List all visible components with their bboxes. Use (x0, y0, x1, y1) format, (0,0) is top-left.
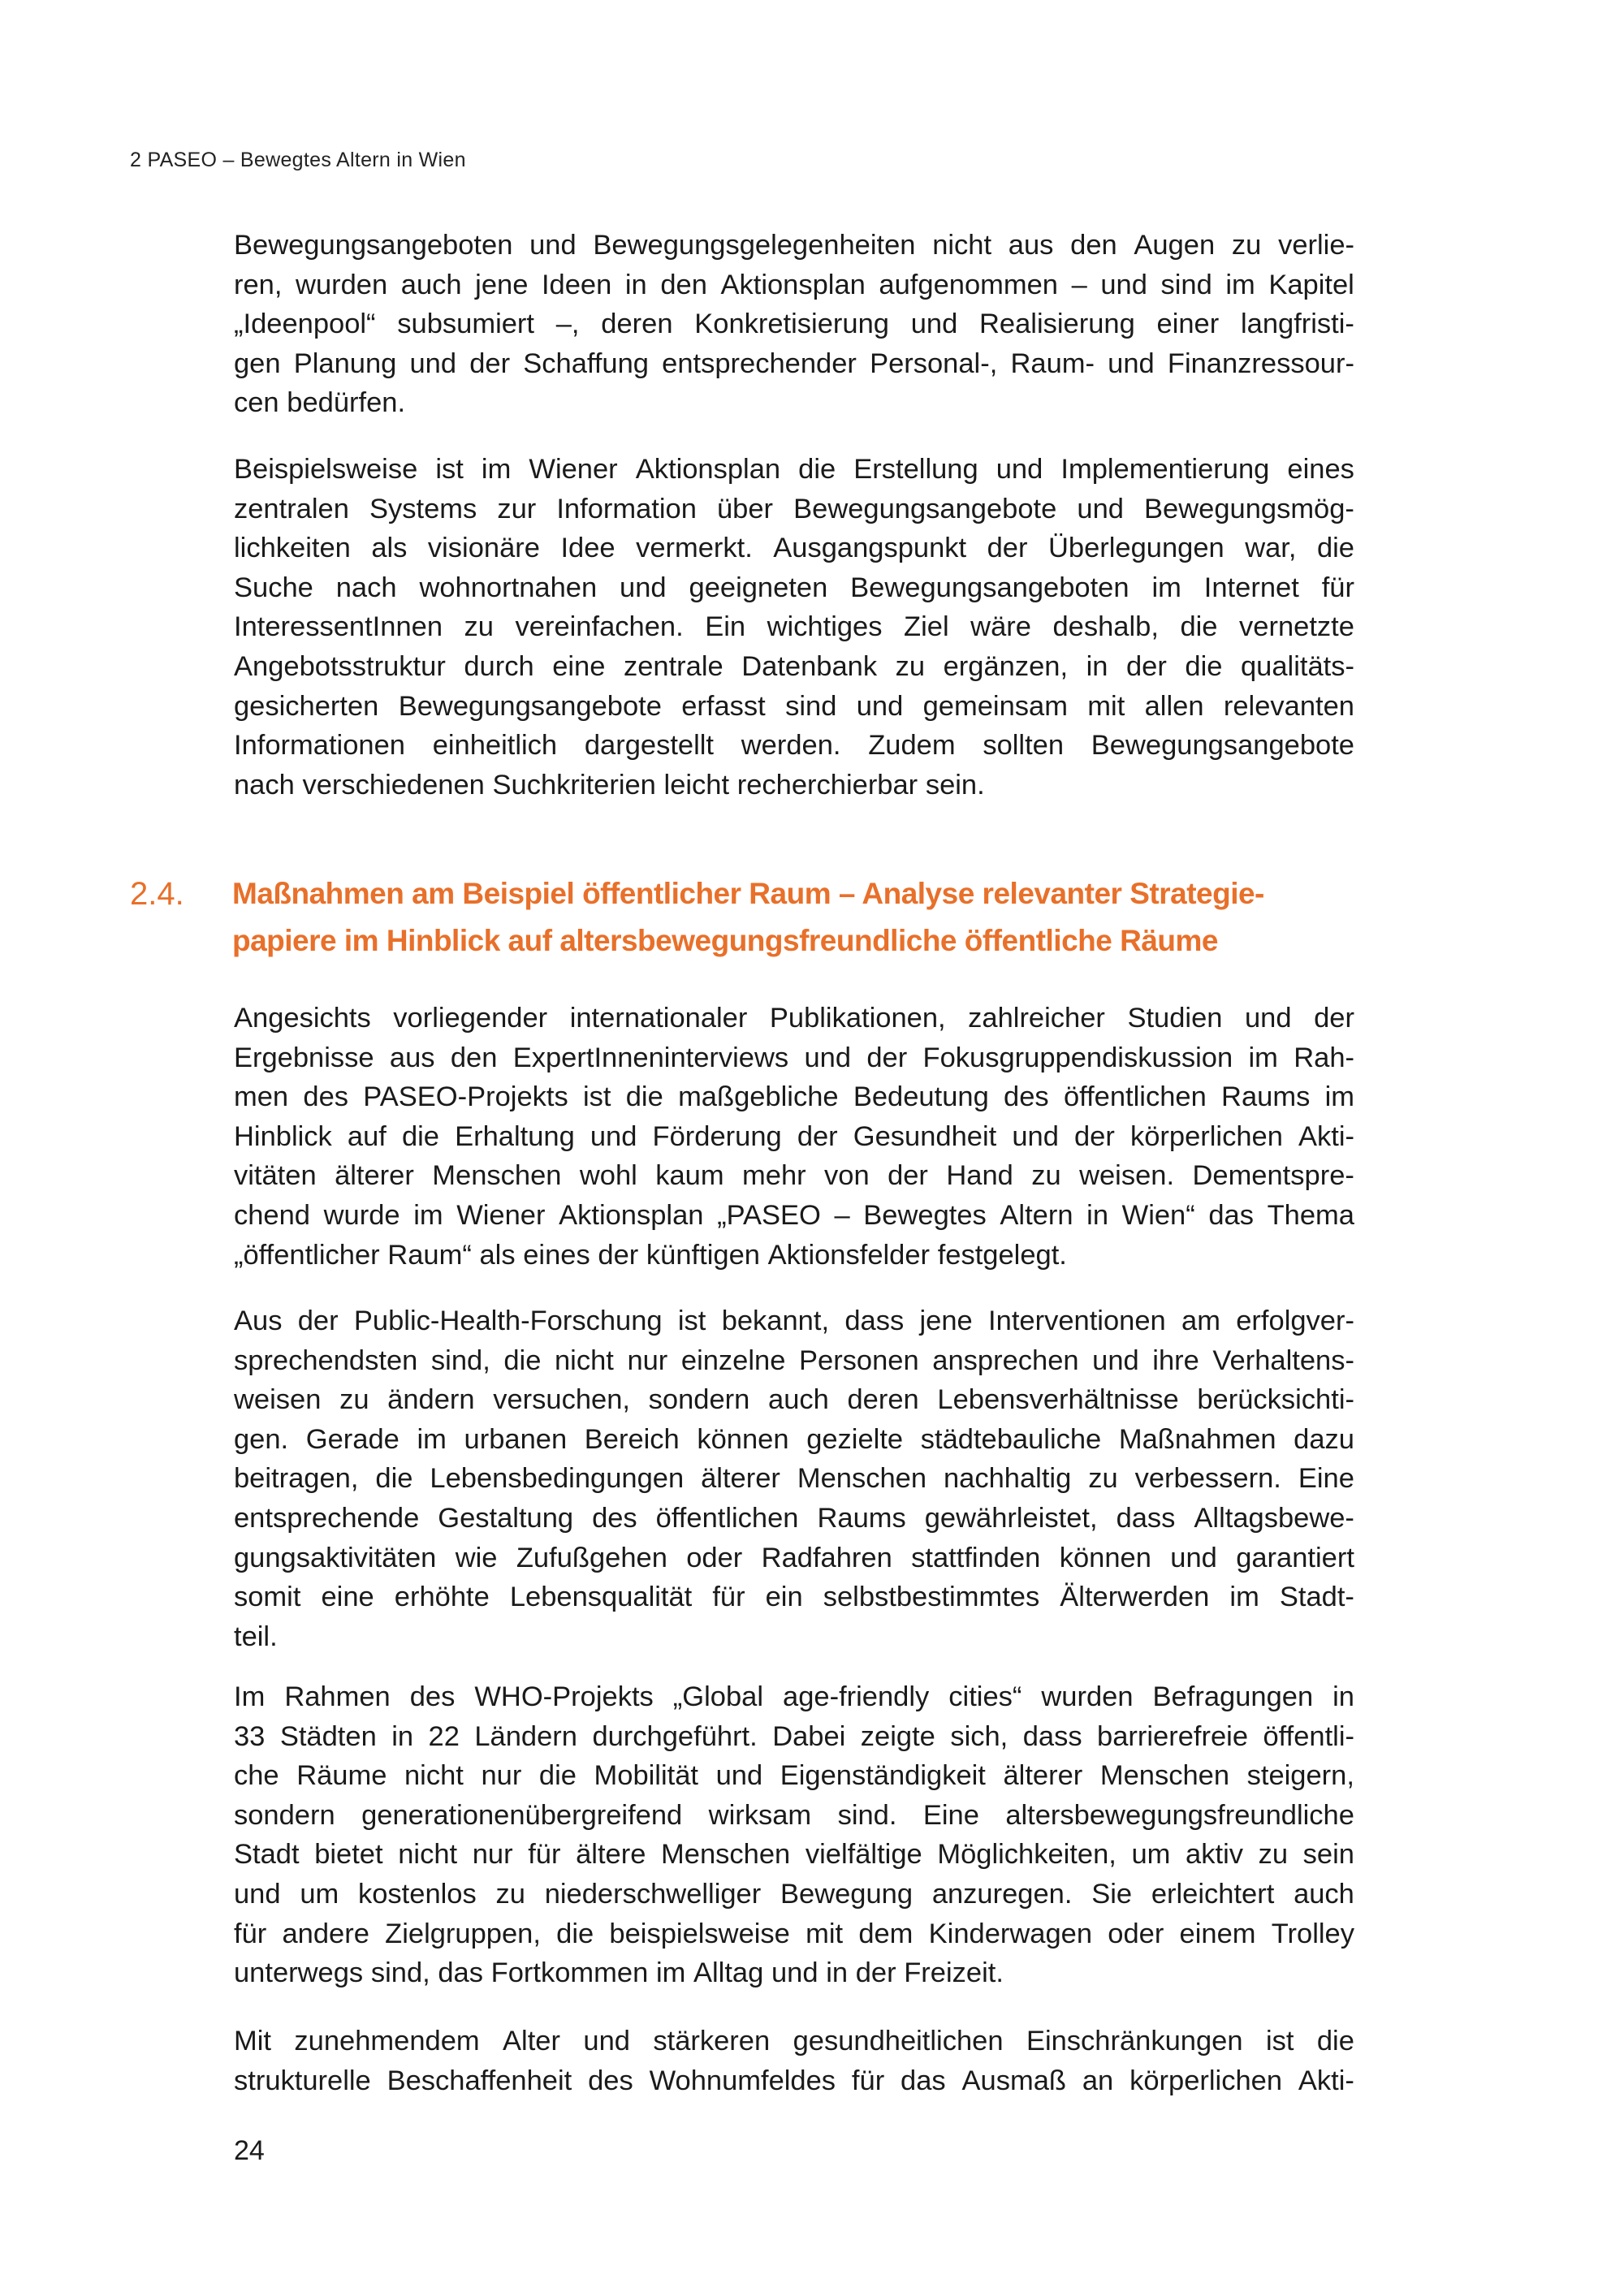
text-line: cen bedürfen. (234, 387, 406, 419)
text-line: zentralen Systems zur Information über Bewegungsangebote und Bewegungsmög- (234, 493, 1354, 524)
text-line: weisen zu ändern versuchen, sondern auch deren Lebensverhältnisse berücksichti- (234, 1384, 1354, 1416)
page-number: 24 (234, 2135, 265, 2166)
paragraph (234, 226, 1354, 423)
text-line: lichkeiten als visionäre Idee vermerkt. Ausgangspunkt der Überlegungen war, die (234, 533, 1354, 564)
text-line: Angesichts vorliegender internationaler Publikationen, zahlreicher Studien und der (234, 1003, 1354, 1034)
section-title-line: Maßnahmen am Beispiel öffentlicher Raum – Analyse relevanter Strategie- (232, 877, 1264, 910)
text-line: Bewegungsangeboten und Bewegungsgelegenheiten nicht aus den Augen zu verlie- (234, 230, 1354, 261)
text-line: InteressentInnen zu vereinfachen. Ein wichtiges Ziel wäre deshalb, die vernetzte (234, 611, 1354, 643)
section-title (232, 870, 1369, 965)
text-line: Aus der Public-Health-Forschung ist bekannt, dass jene Interventionen am erfolgver- (234, 1306, 1354, 1336)
text-line: Im Rahmen des WHO-Projekts „Global age-friendly cities“ wurden Befragungen in (234, 1681, 1354, 1712)
paragraph (234, 999, 1354, 1275)
text-line: Beispielsweise ist im Wiener Aktionsplan die Erstellung und Implementierung eines (234, 454, 1354, 485)
text-line: „Ideenpool“ subsumiert –, deren Konkretisierung und Realisierung einer langfristi- (234, 309, 1354, 340)
text-line: Ergebnisse aus den ExpertInneninterviews und der Fokusgruppendiskussion im Rah- (234, 1042, 1354, 1073)
text-line: gesicherten Bewegungsangebote erfasst sind und gemeinsam mit allen relevanten (234, 690, 1354, 722)
text-line: und um kostenlos zu niederschwelliger Bewegung anzuregen. Sie erleichtert auch (234, 1878, 1354, 1910)
text-line: beitragen, die Lebensbedingungen älterer Menschen nachhaltig zu verbessern. Eine (234, 1463, 1354, 1495)
text-line: somit eine erhöhte Lebensqualität für ein selbstbestimmtes Älterwerden im Stadt- (234, 1582, 1354, 1613)
text-line: ren, wurden auch jene Ideen in den Aktionsplan aufgenommen – und sind im Kapitel (234, 269, 1354, 300)
text-line: Informationen einheitlich dargestellt werden. Zudem sollten Bewegungsangebote (234, 730, 1354, 762)
text-line: sprechendsten sind, die nicht nur einzelne Personen ansprechen und ihre Verhaltens- (234, 1344, 1354, 1376)
text-line: 33 Städten in 22 Ländern durchgeführt. Dabei zeigte sich, dass barrierefreie öffentli- (234, 1720, 1354, 1752)
text-line: sondern generationenübergreifend wirksam sind. Eine altersbewegungsfreundliche (234, 1799, 1354, 1831)
paragraph (234, 1301, 1354, 1656)
text-line: Mit zunehmendem Alter und stärkeren gesundheitlichen Einschränkungen ist die (234, 2026, 1354, 2056)
text-line: teil. (234, 1621, 278, 1652)
section-title-line: papiere im Hinblick auf altersbewegungsfreundliche öffentliche Räume (232, 924, 1218, 957)
paragraph (234, 1677, 1354, 1993)
text-line: gen Planung und der Schaffung entsprechender Personal-, Raum- und Finanzressour- (234, 347, 1354, 379)
text-line: Suche nach wohnortnahen und geeigneten Bewegungsangeboten im Internet für (234, 572, 1354, 603)
paragraph (234, 450, 1354, 805)
text-line: Stadt bietet nicht nur für ältere Menschen vielfältige Möglichkeiten, um aktiv zu sein (234, 1839, 1354, 1871)
paragraph (234, 2022, 1354, 2100)
text-line: chend wurde im Wiener Aktionsplan „PASEO – Bewegtes Altern in Wien“ das Thema (234, 1199, 1354, 1231)
text-line: men des PASEO-Projekts ist die maßgebliche Bedeutung des öffentlichen Raums im (234, 1081, 1354, 1113)
text-line: für andere Zielgruppen, die beispielsweise mit dem Kinderwagen oder einem Trolley (234, 1918, 1354, 1949)
text-line: entsprechende Gestaltung des öffentlichen Raums gewährleistet, dass Alltagsbewe- (234, 1502, 1354, 1534)
text-line: unterwegs sind, das Fortkommen im Alltag und in der Freizeit. (234, 1957, 1004, 1989)
running-header: 2 PASEO – Bewegtes Altern in Wien (130, 149, 466, 171)
text-line: Hinblick auf die Erhaltung und Förderung der Gesundheit und der körperlichen Akti- (234, 1120, 1354, 1152)
text-line: gen. Gerade im urbanen Bereich können gezielte städtebauliche Maßnahmen dazu (234, 1423, 1354, 1455)
text-line: gungsaktivitäten wie Zufußgehen oder Radfahren stattfinden können und garantiert (234, 1542, 1354, 1573)
section-number: 2.4. (130, 876, 184, 912)
text-line: strukturelle Beschaffenheit des Wohnumfeldes für das Ausmaß an körperlichen Akti- (234, 2065, 1354, 2096)
text-line: nach verschiedenen Suchkriterien leicht recherchierbar sein. (234, 769, 985, 801)
text-line: „öffentlicher Raum“ als eines der künftigen Aktionsfelder festgelegt. (234, 1239, 1067, 1271)
text-line: vitäten älterer Menschen wohl kaum mehr von der Hand zu weisen. Dementspre- (234, 1160, 1354, 1192)
text-line: che Räume nicht nur die Mobilität und Eigenständigkeit älterer Menschen steigern, (234, 1760, 1354, 1792)
text-line: Angebotsstruktur durch eine zentrale Datenbank zu ergänzen, in der die qualitäts- (234, 650, 1354, 682)
